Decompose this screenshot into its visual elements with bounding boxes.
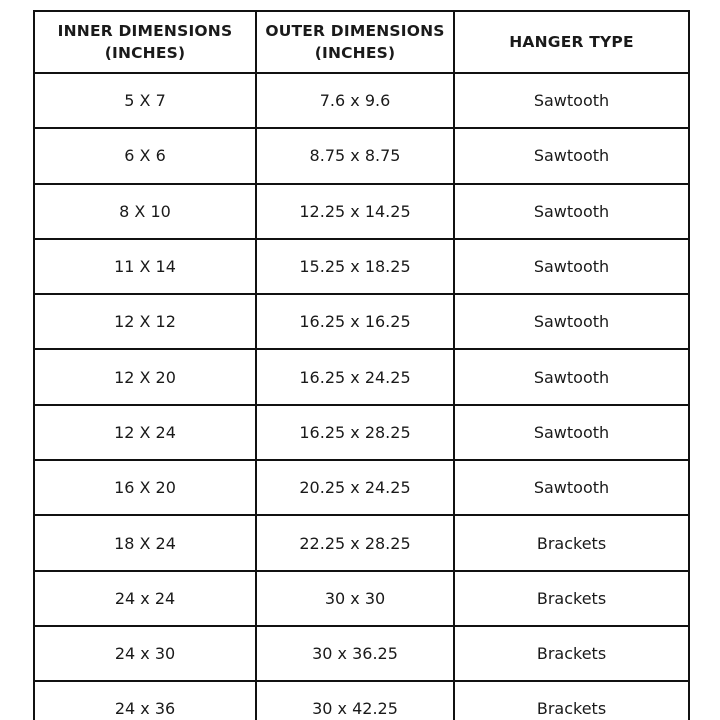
inner-dimensions-cell: 12 X 12 [34,294,256,349]
table-row [34,239,689,294]
outer-dimensions-cell: 8.75 x 8.75 [256,128,454,183]
table-row [34,73,689,128]
hanger-type-cell: Sawtooth [454,405,689,460]
header-inner-line2: (INCHES) [104,44,186,62]
header-row [34,11,689,73]
table-row [34,515,689,570]
header-outer-line1: OUTER DIMENSIONS [265,22,445,40]
hanger-type-cell: Brackets [454,681,689,720]
outer-dimensions-cell: 12.25 x 14.25 [256,184,454,239]
outer-dimensions-cell: 30 x 30 [256,571,454,626]
header-inner-line1: INNER DIMENSIONS [57,22,233,40]
inner-dimensions-cell: 6 X 6 [34,128,256,183]
inner-dimensions-cell: 12 X 24 [34,405,256,460]
outer-dimensions-cell: 30 x 42.25 [256,681,454,720]
header-outer-dimensions [256,11,454,73]
hanger-type-cell: Sawtooth [454,184,689,239]
table-row [34,128,689,183]
inner-dimensions-cell: 24 x 36 [34,681,256,720]
inner-dimensions-cell: 24 x 30 [34,626,256,681]
outer-dimensions-cell: 7.6 x 9.6 [256,73,454,128]
hanger-type-cell: Sawtooth [454,73,689,128]
table-row [34,626,689,681]
outer-dimensions-cell: 16.25 x 28.25 [256,405,454,460]
table-row [34,405,689,460]
inner-dimensions-cell: 5 X 7 [34,73,256,128]
header-hanger-line1: HANGER TYPE [509,33,634,51]
hanger-type-cell: Sawtooth [454,239,689,294]
outer-dimensions-cell: 22.25 x 28.25 [256,515,454,570]
frame-size-table-container [33,10,688,720]
table-row [34,184,689,239]
inner-dimensions-cell: 18 X 24 [34,515,256,570]
hanger-type-cell: Sawtooth [454,349,689,404]
hanger-type-cell: Brackets [454,571,689,626]
hanger-type-cell: Sawtooth [454,128,689,183]
table-row [34,294,689,349]
hanger-type-cell: Sawtooth [454,294,689,349]
header-hanger-type [454,11,689,73]
frame-size-table [33,10,690,720]
outer-dimensions-cell: 16.25 x 24.25 [256,349,454,404]
inner-dimensions-cell: 11 X 14 [34,239,256,294]
outer-dimensions-cell: 15.25 x 18.25 [256,239,454,294]
inner-dimensions-cell: 8 X 10 [34,184,256,239]
outer-dimensions-cell: 30 x 36.25 [256,626,454,681]
table-row [34,349,689,404]
table-row [34,681,689,720]
outer-dimensions-cell: 20.25 x 24.25 [256,460,454,515]
hanger-type-cell: Sawtooth [454,460,689,515]
header-inner-dimensions [34,11,256,73]
table-row [34,571,689,626]
hanger-type-cell: Brackets [454,515,689,570]
inner-dimensions-cell: 16 X 20 [34,460,256,515]
hanger-type-cell: Brackets [454,626,689,681]
table-header [34,11,689,73]
inner-dimensions-cell: 12 X 20 [34,349,256,404]
table-body [34,73,689,720]
table-row [34,460,689,515]
inner-dimensions-cell: 24 x 24 [34,571,256,626]
header-outer-line2: (INCHES) [314,44,396,62]
outer-dimensions-cell: 16.25 x 16.25 [256,294,454,349]
